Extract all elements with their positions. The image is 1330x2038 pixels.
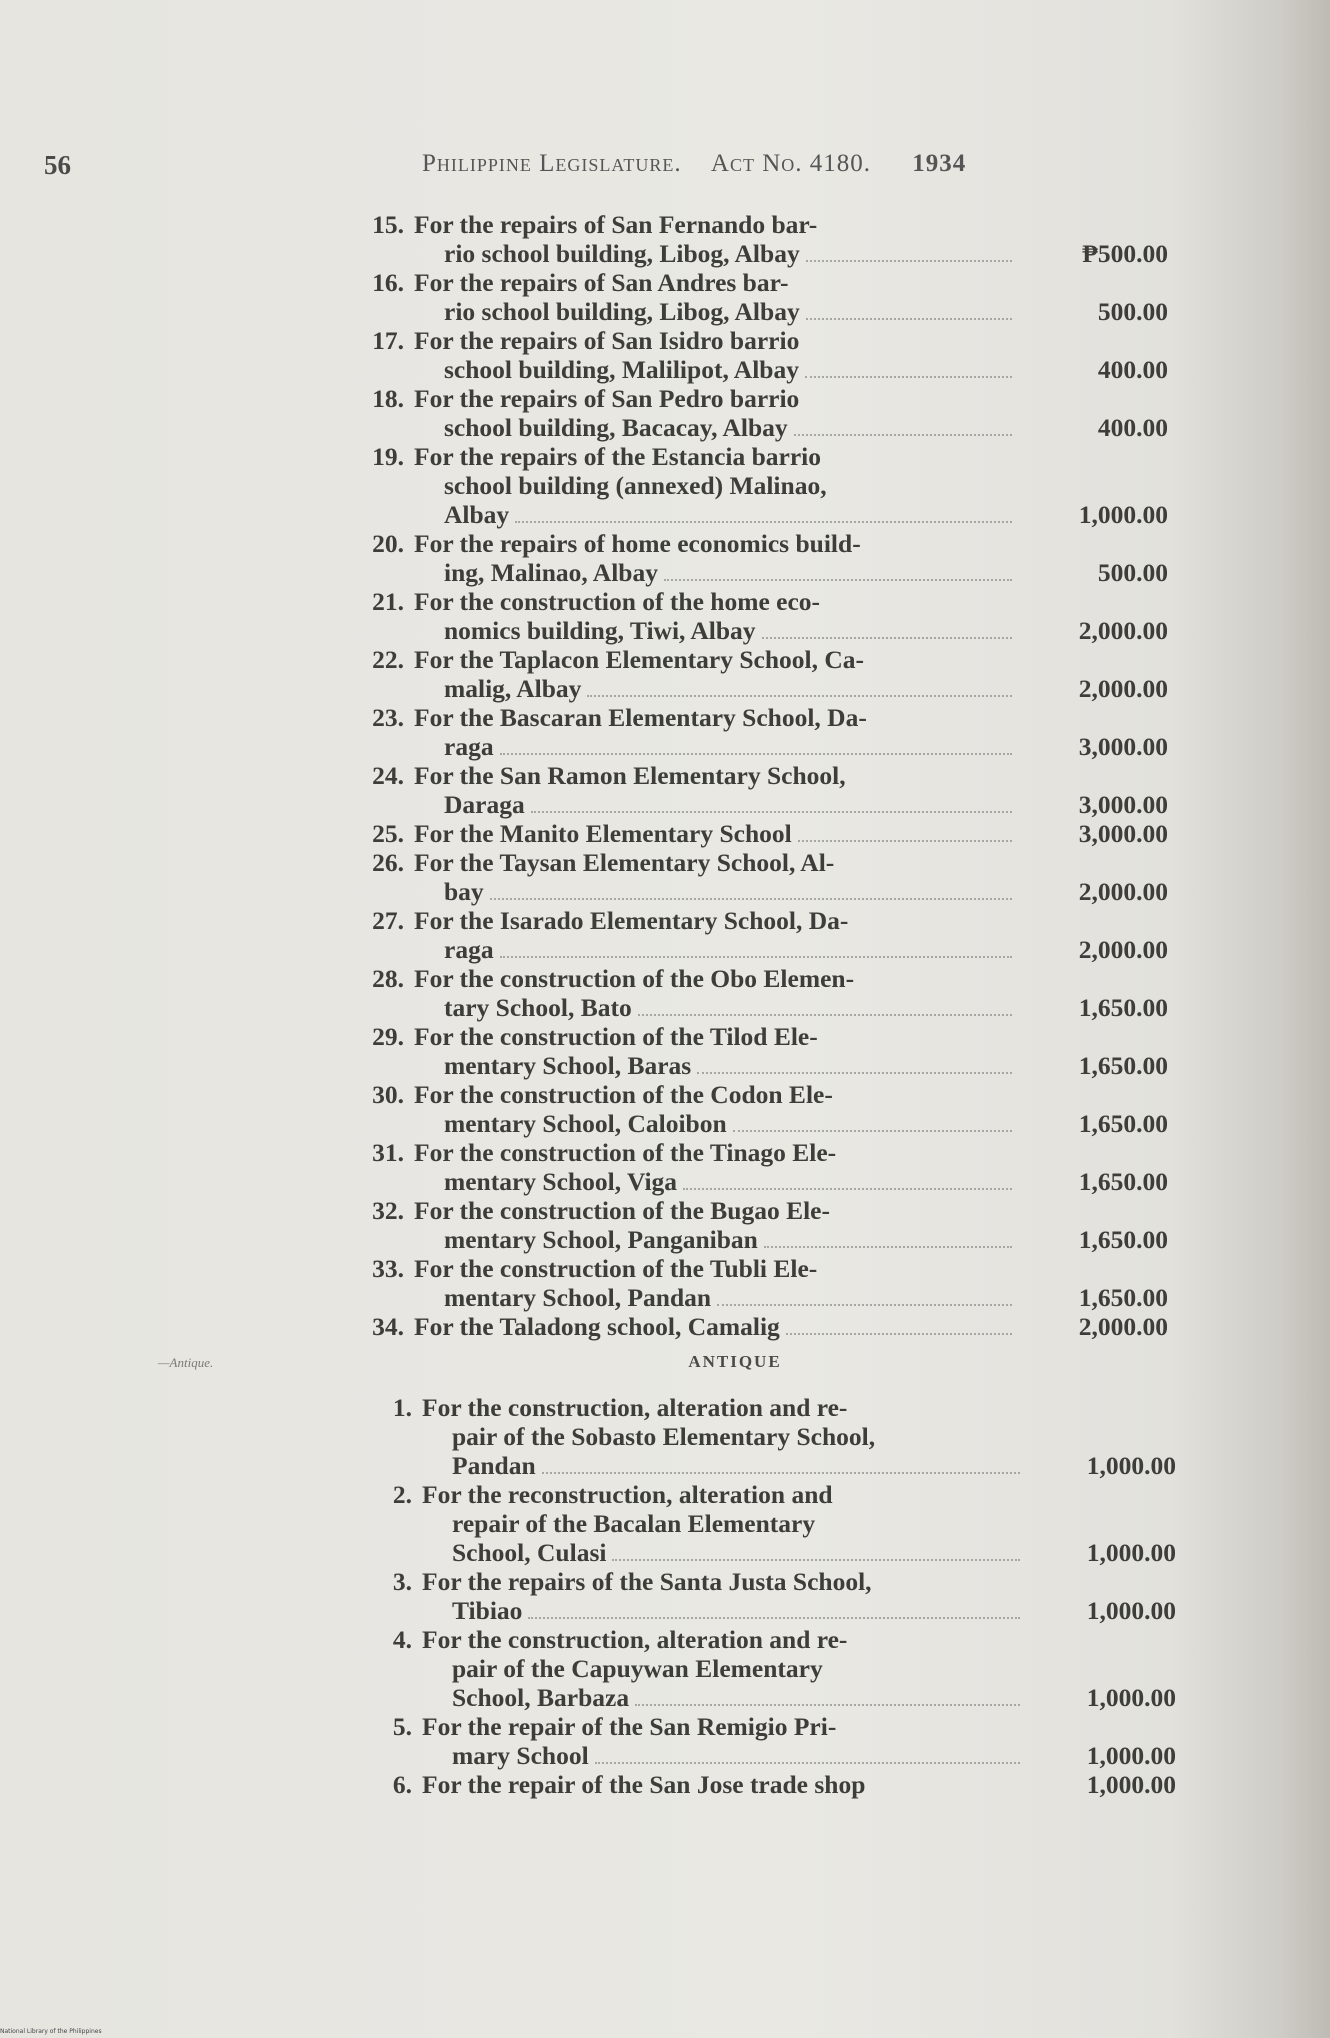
list-item [348,442,1168,529]
description-text: Tibiao [452,1596,523,1625]
dot-leader [635,1704,1020,1706]
item-number: 6. [392,1770,412,1799]
item-description [422,1770,1024,1799]
description-line: For the San Ramon Elementary School, [414,761,846,790]
description-line: For the repairs of San Andres bar- [414,268,789,297]
description-line: school building (annexed) Malinao, [444,471,827,500]
item-description [422,1480,1024,1567]
page-number: 56 [44,150,71,180]
description-text: school building, Bacacay, Albay [444,413,788,442]
description-line: For the construction of the Tilod Ele- [414,1022,818,1051]
item-amount: 1,650.00 [1078,1109,1168,1138]
description-line [422,1683,1024,1712]
dot-leader [806,318,1012,320]
list-item [356,1480,1176,1567]
description-line: For the repairs of the Santa Justa School, [422,1567,872,1596]
dot-leader [806,260,1012,262]
item-amount: 500.00 [1097,297,1168,326]
dot-leader [638,1014,1012,1016]
item-number: 2. [392,1480,412,1509]
item-number: 21. [372,587,404,616]
description-line [414,355,1016,384]
description-text: Pandan [452,1451,536,1480]
description-line: For the Taplacon Elementary School, Ca- [414,645,865,674]
item-description [422,1393,1024,1480]
item-number: 24. [372,761,404,790]
item-amount: 2,000.00 [1078,674,1168,703]
list-item [348,761,1168,819]
item-description [414,1138,1016,1196]
list-item [348,819,1168,848]
dot-leader [733,1130,1012,1132]
item-number: 34. [372,1312,404,1341]
item-amount: 2,000.00 [1078,1312,1168,1341]
description-line: For the repairs of home economics build- [414,529,861,558]
item-number: 4. [392,1625,412,1654]
item-number: 19. [372,442,404,471]
item-amount: 2,000.00 [1078,616,1168,645]
item-description [414,819,1016,848]
item-description [414,761,1016,819]
item-amount: 500.00 [1097,558,1168,587]
list-item [348,964,1168,1022]
dot-leader [764,1246,1012,1248]
dot-leader [798,840,1012,842]
description-text: mentary School, Pandan [444,1283,712,1312]
item-amount: 3,000.00 [1078,732,1168,761]
description-line [414,297,1016,326]
description-text: rio school building, Libog, Albay [444,297,800,326]
description-text: nomics building, Tiwi, Albay [444,616,756,645]
item-number: 16. [372,268,404,297]
description-text: For the Manito Elementary School [414,819,792,848]
description-text: Daraga [444,790,525,819]
item-amount: 1,000.00 [1086,1596,1176,1625]
list-item [356,1770,1176,1799]
description-line: For the construction of the Obo Elemen- [414,964,855,993]
list-item [348,384,1168,442]
dot-leader [500,753,1012,755]
description-line: For the construction of the Tinago Ele- [414,1138,837,1167]
description-text: tary School, Bato [444,993,632,1022]
item-description [422,1567,1024,1625]
item-description [414,326,1016,384]
item-description [414,268,1016,326]
list-item [348,1022,1168,1080]
description-line [414,993,1016,1022]
antique-appropriation-list [356,1393,1176,1799]
description-line: For the construction of the home eco- [414,587,821,616]
item-amount: 1,000.00 [1086,1770,1176,1799]
margin-note: —Antique. [158,1355,214,1370]
item-amount: 400.00 [1097,413,1168,442]
description-line: repair of the Bacalan Elementary [452,1509,816,1538]
item-description [414,906,1016,964]
list-item [348,268,1168,326]
item-description [414,848,1016,906]
item-description [422,1625,1024,1712]
item-description [414,210,1016,268]
running-head-title: Philippine Legislature. [422,150,682,177]
list-item [348,1196,1168,1254]
description-line: For the repairs of San Isidro barrio [414,326,800,355]
description-text: rio school building, Libog, Albay [444,239,800,268]
list-item [348,529,1168,587]
description-line: For the construction of the Tubli Ele- [414,1254,818,1283]
item-number: 22. [372,645,404,674]
description-line: pair of the Sobasto Elementary School, [452,1422,876,1451]
description-line: For the construction of the Bugao Ele- [414,1196,830,1225]
item-amount: 1,000.00 [1086,1451,1176,1480]
item-number: 20. [372,529,404,558]
item-number: 30. [372,1080,404,1109]
description-line [414,1312,1016,1341]
description-line: For the repairs of the Estancia barrio [414,442,822,471]
description-line: For the reconstruction, alteration and [422,1480,833,1509]
item-amount: 2,000.00 [1078,877,1168,906]
item-amount: 1,000.00 [1086,1538,1176,1567]
item-description [414,645,1016,703]
description-line [414,1109,1016,1138]
list-item [348,1080,1168,1138]
dot-leader [664,579,1012,581]
item-number: 15. [372,210,404,239]
dot-leader [500,956,1012,958]
description-text: Albay [444,500,510,529]
albay-appropriation-list [348,210,1168,1341]
list-item [348,703,1168,761]
item-description [414,1022,1016,1080]
list-item [356,1712,1176,1770]
description-line: For the construction of the Codon Ele- [414,1080,833,1109]
description-text: mary School [452,1741,589,1770]
dot-leader [612,1559,1020,1561]
item-description [414,964,1016,1022]
description-text: malig, Albay [444,674,582,703]
description-line: For the construction, alteration and re- [422,1393,848,1422]
item-number: 26. [372,848,404,877]
item-number: 1. [392,1393,412,1422]
item-number: 25. [372,819,404,848]
list-item [356,1393,1176,1480]
description-line: For the Taysan Elementary School, Al- [414,848,835,877]
dot-leader [762,637,1012,639]
description-line [422,1451,1024,1480]
item-number: 33. [372,1254,404,1283]
description-line: For the repair of the San Remigio Pri- [422,1712,837,1741]
list-item [348,645,1168,703]
list-item [348,1254,1168,1312]
description-line [414,674,1016,703]
scan-footer: National Library of the Philippines [0,2028,102,2035]
item-amount: ₱500.00 [1082,239,1168,268]
description-line: For the Isarado Elementary School, Da- [414,906,849,935]
description-line [414,1051,1016,1080]
description-line: For the construction, alteration and re- [422,1625,848,1654]
list-item [348,1138,1168,1196]
description-text: mentary School, Caloibon [444,1109,727,1138]
description-text: School, Culasi [452,1538,607,1567]
description-line [422,1538,1024,1567]
item-amount: 1,650.00 [1078,1051,1168,1080]
description-line [414,1167,1016,1196]
description-line: For the Bascaran Elementary School, Da- [414,703,867,732]
running-head-act: Act No. 4180. [710,150,872,177]
description-line: For the repairs of San Pedro barrio [414,384,800,413]
description-line [414,239,1016,268]
item-amount: 1,000.00 [1086,1741,1176,1770]
description-text: For the repair of the San Jose trade shop [422,1770,866,1799]
description-line: pair of the Capuywan Elementary [452,1654,823,1683]
description-line [414,500,1016,529]
dot-leader [794,434,1012,436]
item-amount: 1,650.00 [1078,1283,1168,1312]
list-item [356,1567,1176,1625]
description-text: raga [444,732,494,761]
dot-leader [528,1617,1020,1619]
item-description [414,529,1016,587]
list-item [348,848,1168,906]
item-number: 5. [392,1712,412,1741]
item-amount: 2,000.00 [1078,935,1168,964]
item-number: 17. [372,326,404,355]
description-text: ing, Malinao, Albay [444,558,658,587]
description-line [414,558,1016,587]
dot-leader [515,521,1012,523]
dot-leader [542,1472,1020,1474]
dot-leader [490,898,1012,900]
description-text: bay [444,877,484,906]
item-description [414,384,1016,442]
dot-leader [595,1762,1020,1764]
description-line [414,1225,1016,1254]
dot-leader [683,1188,1012,1190]
dot-leader [531,811,1012,813]
item-amount: 3,000.00 [1078,790,1168,819]
description-text: For the Taladong school, Camalig [414,1312,780,1341]
description-text: mentary School, Viga [444,1167,678,1196]
item-amount: 3,000.00 [1078,819,1168,848]
item-description [414,587,1016,645]
list-item [348,587,1168,645]
item-amount: 400.00 [1097,355,1168,384]
description-text: school building, Malilipot, Albay [444,355,799,384]
running-head-year: 1934 [912,150,967,177]
list-item [348,210,1168,268]
description-text: mentary School, Baras [444,1051,692,1080]
item-amount: 1,650.00 [1078,993,1168,1022]
description-line [414,877,1016,906]
description-line [422,1770,1024,1799]
item-description [414,1080,1016,1138]
item-number: 3. [392,1567,412,1596]
item-amount: 1,000.00 [1086,1683,1176,1712]
dot-leader [805,376,1012,378]
item-number: 28. [372,964,404,993]
item-amount: 1,000.00 [1078,500,1168,529]
item-description [422,1712,1024,1770]
description-line [422,1596,1024,1625]
list-item [356,1625,1176,1712]
list-item [348,906,1168,964]
item-amount: 1,650.00 [1078,1225,1168,1254]
list-item [348,1312,1168,1341]
description-line [414,616,1016,645]
description-line [414,819,1016,848]
description-line [414,413,1016,442]
item-number: 23. [372,703,404,732]
item-description [414,703,1016,761]
description-line [414,1283,1016,1312]
item-number: 18. [372,384,404,413]
dot-leader [717,1304,1012,1306]
dot-leader [587,695,1012,697]
item-description [414,1312,1016,1341]
description-text: raga [444,935,494,964]
description-line [414,790,1016,819]
list-item [348,326,1168,384]
dot-leader [697,1072,1012,1074]
item-amount: 1,650.00 [1078,1167,1168,1196]
item-description [414,442,1016,529]
item-number: 31. [372,1138,404,1167]
item-number: 32. [372,1196,404,1225]
dot-leader [786,1333,1012,1335]
description-line [422,1741,1024,1770]
description-line: For the repairs of San Fernando bar- [414,210,818,239]
description-text: mentary School, Panganiban [444,1225,758,1254]
description-text: School, Barbaza [452,1683,630,1712]
item-number: 29. [372,1022,404,1051]
running-head [422,150,966,178]
section-heading-antique: ANTIQUE [688,1352,782,1371]
description-line [414,935,1016,964]
description-line [414,732,1016,761]
item-description [414,1254,1016,1312]
item-description [414,1196,1016,1254]
item-number: 27. [372,906,404,935]
